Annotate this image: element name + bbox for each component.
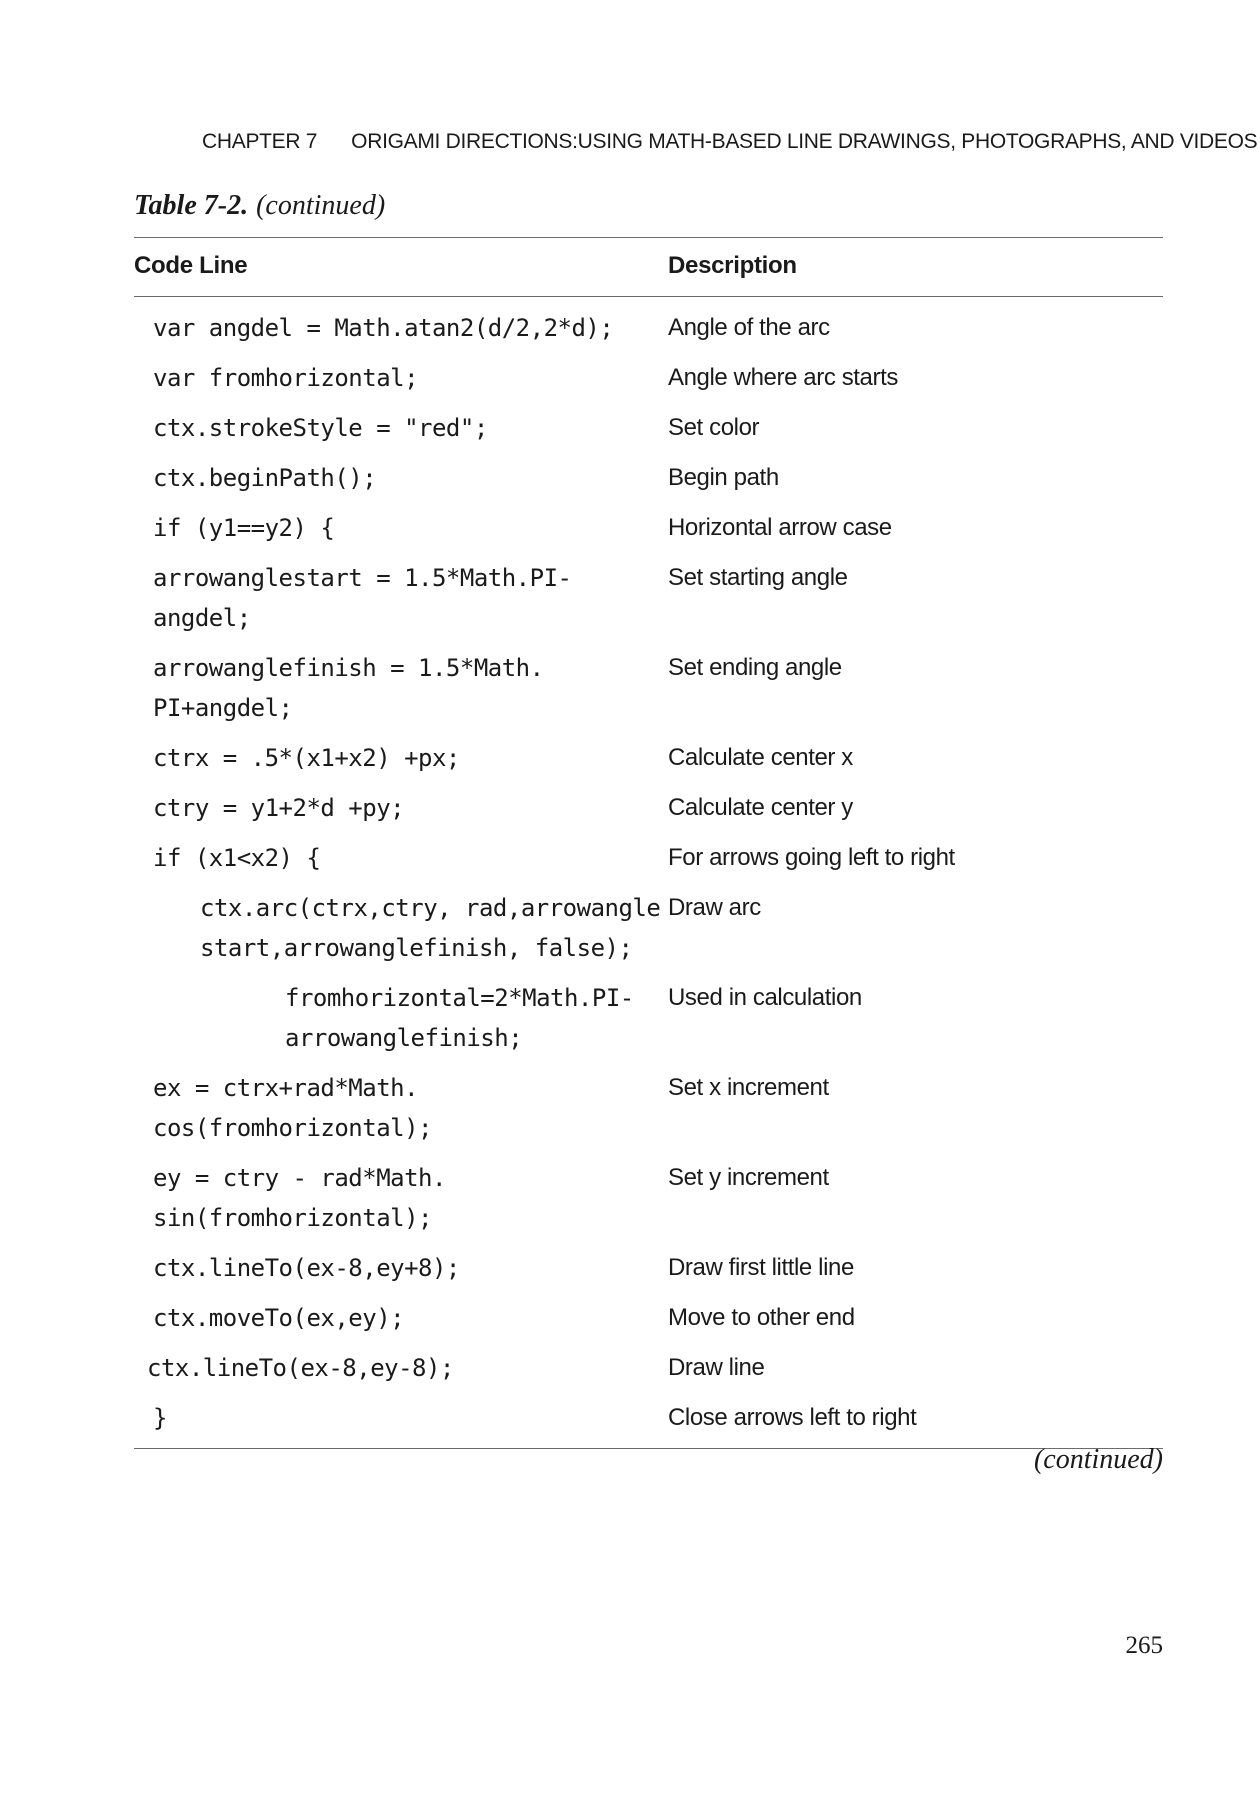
description: Angle where arc starts (668, 364, 898, 391)
code-line: ctx.lineTo(ex-8,ey+8); (153, 1254, 460, 1282)
description: Draw arc (668, 894, 761, 921)
code-line: ctx.lineTo(ex-8,ey-8); (147, 1354, 454, 1382)
description: Set x increment (668, 1074, 829, 1101)
code-line: ctx.moveTo(ex,ey); (153, 1304, 405, 1332)
description: Set y increment (668, 1164, 829, 1191)
code-line: ctx.beginPath(); (153, 464, 377, 492)
description: For arrows going left to right (668, 844, 955, 871)
column-header-code-line: Code Line (134, 252, 248, 279)
continued-note: (continued) (1033, 1444, 1163, 1475)
code-line: ctrx = .5*(x1+x2) +px; (153, 744, 460, 772)
chapter-title: ORIGAMI DIRECTIONS:USING MATH-BASED LINE DRAWINGS, PHOTOGRAPHS, AND VIDEOS (351, 130, 1258, 153)
description: Horizontal arrow case (668, 514, 892, 541)
code-line: if (y1==y2) { (153, 514, 335, 542)
code-line: ctx.strokeStyle = "red"; (153, 414, 488, 442)
table-top-rule (134, 237, 1163, 238)
description: Set color (668, 414, 760, 441)
page-number: 265 (1125, 1632, 1163, 1659)
code-line: arrowanglefinish = 1.5*Math. PI+angdel; (153, 654, 544, 722)
description: Close arrows left to right (668, 1404, 917, 1431)
description: Draw line (668, 1354, 765, 1381)
description: Calculate center x (668, 744, 853, 771)
code-line: var angdel = Math.atan2(d/2,2*d); (153, 314, 614, 342)
code-line: } (153, 1404, 167, 1432)
running-head (202, 130, 1258, 154)
code-line: ex = ctrx+rad*Math. cos(fromhorizontal); (153, 1074, 432, 1142)
description: Calculate center y (668, 794, 853, 821)
table-bottom-rule (134, 1448, 1163, 1449)
chapter-label: CHAPTER 7 (202, 130, 318, 153)
code-line: var fromhorizontal; (153, 364, 419, 392)
header-rule (134, 296, 1163, 297)
description: Draw first little line (668, 1254, 854, 1281)
code-line: fromhorizontal=2*Math.PI- arrowanglefinish; (285, 984, 634, 1052)
description: Used in calculation (668, 984, 862, 1011)
description: Set ending angle (668, 654, 842, 681)
table-note: (continued) (256, 190, 386, 221)
code-line: ctx.arc(ctrx,ctry, rad,arrowangle start,arrowanglefinish, false); (200, 894, 661, 962)
table-caption (134, 190, 385, 222)
code-line: ey = ctry - rad*Math. sin(fromhorizontal); (153, 1164, 446, 1232)
table-label: Table 7-2. (134, 190, 249, 221)
code-line: ctry = y1+2*d +py; (153, 794, 405, 822)
code-line: arrowanglestart = 1.5*Math.PI- angdel; (153, 564, 572, 632)
code-line: if (x1<x2) { (153, 844, 321, 872)
description: Set starting angle (668, 564, 848, 591)
description: Begin path (668, 464, 779, 491)
column-header-description: Description (668, 252, 797, 279)
description: Move to other end (668, 1304, 855, 1331)
description: Angle of the arc (668, 314, 830, 341)
